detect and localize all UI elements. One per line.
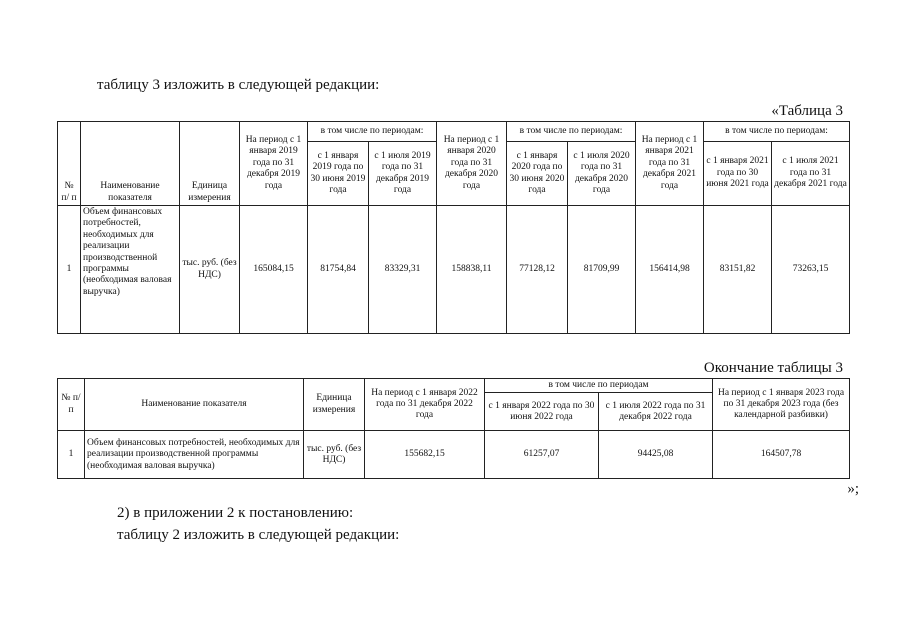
row-unit: тыс. руб. (без НДС) xyxy=(304,431,365,479)
header-name: Наименование показателя xyxy=(85,379,304,431)
header-period-2020: На период с 1 января 2020 года по 31 декабря 2020 года xyxy=(437,122,507,206)
header-num: № п/п xyxy=(58,379,85,431)
header-incl-2019: в том числе по периодам: xyxy=(308,122,437,142)
table-row xyxy=(58,206,850,334)
value-2023: 164507,78 xyxy=(713,431,850,479)
header-2020-h1: с 1 января 2020 года по 30 июня 2020 года xyxy=(507,142,568,206)
header-2022-h1: с 1 января 2022 года по 30 июня 2022 года xyxy=(485,393,599,431)
row-num: 1 xyxy=(58,431,85,479)
table-3-part-2 xyxy=(57,378,850,479)
header-period-2022: На период с 1 января 2022 года по 31 декабря 2022 года xyxy=(365,379,485,431)
header-incl-2021: в том числе по периодам: xyxy=(704,122,850,142)
header-period-2023: На период с 1 января 2023 года по 31 декабря 2023 года (без календарной разбивки) xyxy=(713,379,850,431)
table-label-end: Окончание таблицы 3 xyxy=(703,360,843,376)
header-period-2021: На период с 1 января 2021 года по 31 декабря 2021 года xyxy=(636,122,704,206)
table-row xyxy=(58,431,850,479)
table-3-part-1 xyxy=(57,121,850,334)
intro-text: таблицу 3 изложить в следующей редакции: xyxy=(97,77,380,93)
row-name: Объем финансовых потребностей, необходимых для реализации производственной программы (необходимая валовая выручка) xyxy=(81,206,180,334)
value-2021-h1: 83151,82 xyxy=(704,206,772,334)
header-incl-2022: в том числе по периодам xyxy=(485,379,713,393)
header-num: № п/ п xyxy=(58,122,81,206)
header-period-2019: На период с 1 января 2019 года по 31 декабря 2019 года xyxy=(240,122,308,206)
header-2019-h2: с 1 июля 2019 года по 31 декабря 2019 года xyxy=(369,142,437,206)
header-2022-h2: с 1 июля 2022 года по 31 декабря 2022 года xyxy=(599,393,713,431)
value-2022-h1: 61257,07 xyxy=(485,431,599,479)
paragraph-table2: таблицу 2 изложить в следующей редакции: xyxy=(117,527,400,543)
header-2021-h1: с 1 января 2021 года по 30 июня 2021 года xyxy=(704,142,772,206)
header-name: Наименование показателя xyxy=(81,122,180,206)
header-incl-2020: в том числе по периодам: xyxy=(507,122,636,142)
header-2020-h2: с 1 июля 2020 года по 31 декабря 2020 года xyxy=(568,142,636,206)
value-2021: 156414,98 xyxy=(636,206,704,334)
header-2019-h1: с 1 января 2019 года по 30 июня 2019 года xyxy=(308,142,369,206)
header-2021-h2: с 1 июля 2021 года по 31 декабря 2021 года xyxy=(772,142,850,206)
value-2021-h2: 73263,15 xyxy=(772,206,850,334)
value-2019-h2: 83329,31 xyxy=(369,206,437,334)
value-2020-h1: 77128,12 xyxy=(507,206,568,334)
value-2020: 158838,11 xyxy=(437,206,507,334)
table-label: «Таблица 3 xyxy=(771,103,843,119)
value-2022: 155682,15 xyxy=(365,431,485,479)
row-unit: тыс. руб. (без НДС) xyxy=(180,206,240,334)
paragraph-appendix: 2) в приложении 2 к постановлению: xyxy=(117,505,354,521)
value-2019: 165084,15 xyxy=(240,206,308,334)
row-num: 1 xyxy=(58,206,81,334)
value-2019-h1: 81754,84 xyxy=(308,206,369,334)
value-2022-h2: 94425,08 xyxy=(599,431,713,479)
header-unit: Единица измерения xyxy=(304,379,365,431)
header-unit: Единица измерения xyxy=(180,122,240,206)
row-name: Объем финансовых потребностей, необходимых для реализации производственной программы (необходимая валовая выручка) xyxy=(85,431,304,479)
closing-quote: »; xyxy=(847,481,859,497)
value-2020-h2: 81709,99 xyxy=(568,206,636,334)
